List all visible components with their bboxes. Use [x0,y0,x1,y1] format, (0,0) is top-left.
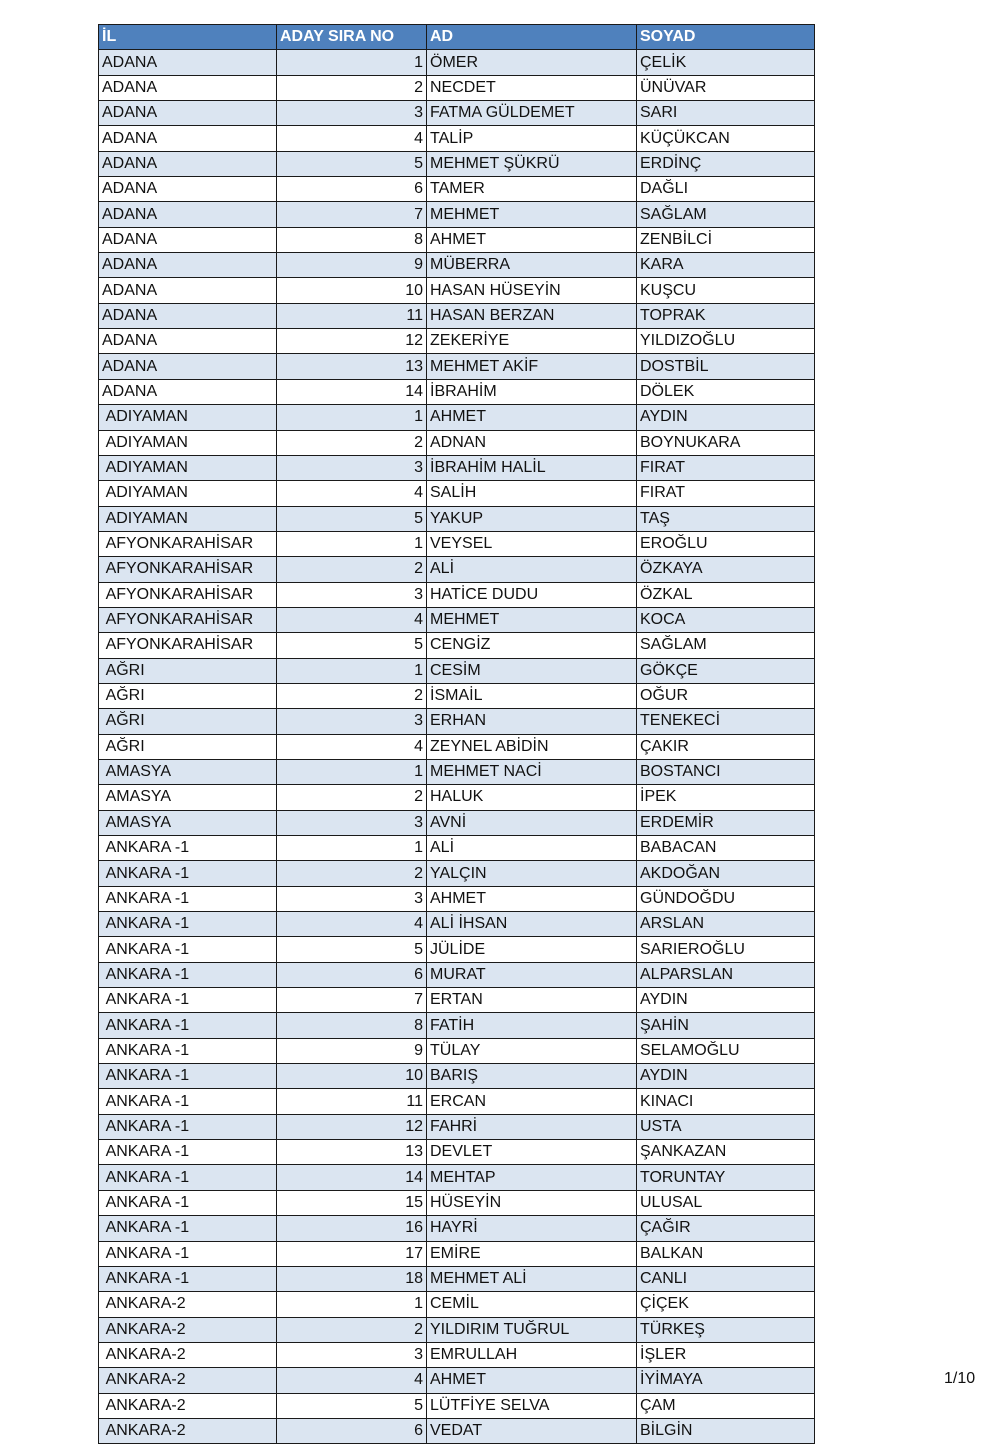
cell-aday-sira-no: 2 [277,557,427,582]
header-row [99,25,815,50]
cell-aday-sira-no: 2 [277,683,427,708]
cell-soyad: İYİMAYA [637,1368,815,1393]
cell-soyad: ALPARSLAN [637,962,815,987]
cell-ad: DEVLET [427,1140,637,1165]
cell-soyad: TAŞ [637,506,815,531]
cell-ad: TAMER [427,177,637,202]
cell-il: AMASYA [99,785,277,810]
cell-soyad: ARSLAN [637,912,815,937]
cell-aday-sira-no: 15 [277,1190,427,1215]
cell-aday-sira-no: 12 [277,329,427,354]
cell-soyad: TÜRKEŞ [637,1317,815,1342]
cell-aday-sira-no: 10 [277,278,427,303]
table-row [99,810,815,835]
cell-il: ADANA [99,75,277,100]
cell-soyad: GÖKÇE [637,658,815,683]
page-number: 1/10 [944,1370,976,1387]
cell-il: ADANA [99,303,277,328]
cell-aday-sira-no: 4 [277,607,427,632]
table-row [99,962,815,987]
cell-aday-sira-no: 3 [277,810,427,835]
table-row [99,531,815,556]
cell-aday-sira-no: 5 [277,151,427,176]
cell-ad: SALİH [427,481,637,506]
table-row [99,937,815,962]
cell-il: ANKARA -1 [99,1038,277,1063]
table-row [99,785,815,810]
cell-soyad: EROĞLU [637,531,815,556]
cell-soyad: KÜÇÜKCAN [637,126,815,151]
cell-soyad: BİLGİN [637,1418,815,1443]
column-header-ad: AD [427,25,637,50]
cell-il: AMASYA [99,759,277,784]
table-row [99,303,815,328]
cell-soyad: SARI [637,101,815,126]
candidate-table [98,24,815,1444]
cell-ad: HAYRİ [427,1216,637,1241]
cell-il: ADANA [99,50,277,75]
table-row [99,405,815,430]
cell-aday-sira-no: 11 [277,1089,427,1114]
cell-ad: ZEKERİYE [427,329,637,354]
cell-ad: MURAT [427,962,637,987]
cell-il: ANKARA -1 [99,912,277,937]
cell-soyad: BOYNUKARA [637,430,815,455]
cell-soyad: OĞUR [637,683,815,708]
cell-il: ADIYAMAN [99,506,277,531]
table-row [99,734,815,759]
cell-ad: JÜLİDE [427,937,637,962]
cell-aday-sira-no: 3 [277,101,427,126]
cell-soyad: SAĞLAM [637,202,815,227]
cell-soyad: FIRAT [637,455,815,480]
cell-il: ADANA [99,227,277,252]
table-row [99,683,815,708]
cell-ad: MEHMET [427,607,637,632]
table-row [99,253,815,278]
cell-il: AFYONKARAHİSAR [99,531,277,556]
cell-ad: AHMET [427,405,637,430]
cell-il: ADIYAMAN [99,455,277,480]
table-row [99,1089,815,1114]
cell-il: ANKARA-2 [99,1418,277,1443]
cell-aday-sira-no: 1 [277,405,427,430]
cell-soyad: FIRAT [637,481,815,506]
cell-soyad: GÜNDOĞDU [637,886,815,911]
cell-soyad: ŞANKAZAN [637,1140,815,1165]
cell-aday-sira-no: 4 [277,912,427,937]
cell-ad: ERCAN [427,1089,637,1114]
cell-soyad: KOCA [637,607,815,632]
table-row [99,709,815,734]
cell-soyad: KARA [637,253,815,278]
cell-aday-sira-no: 4 [277,126,427,151]
cell-ad: ZEYNEL ABİDİN [427,734,637,759]
cell-il: ADIYAMAN [99,405,277,430]
cell-soyad: BOSTANCI [637,759,815,784]
cell-ad: TÜLAY [427,1038,637,1063]
cell-soyad: ÇAĞIR [637,1216,815,1241]
table-row [99,1342,815,1367]
cell-aday-sira-no: 4 [277,1368,427,1393]
cell-soyad: ŞAHİN [637,1013,815,1038]
cell-aday-sira-no: 12 [277,1114,427,1139]
table-row [99,1292,815,1317]
cell-il: ADANA [99,379,277,404]
cell-soyad: ÇELİK [637,50,815,75]
cell-il: ADIYAMAN [99,481,277,506]
cell-ad: VEDAT [427,1418,637,1443]
cell-soyad: TORUNTAY [637,1165,815,1190]
cell-aday-sira-no: 4 [277,481,427,506]
cell-il: ADANA [99,126,277,151]
cell-aday-sira-no: 13 [277,1140,427,1165]
cell-soyad: BALKAN [637,1241,815,1266]
table-row [99,455,815,480]
cell-il: ANKARA-2 [99,1317,277,1342]
cell-ad: MEHMET ALİ [427,1266,637,1291]
cell-soyad: ÇİÇEK [637,1292,815,1317]
cell-ad: ADNAN [427,430,637,455]
cell-soyad: TOPRAK [637,303,815,328]
cell-il: AFYONKARAHİSAR [99,607,277,632]
cell-il: ADANA [99,354,277,379]
table-row [99,912,815,937]
table-row [99,379,815,404]
cell-aday-sira-no: 14 [277,379,427,404]
cell-il: ADANA [99,177,277,202]
table-row [99,354,815,379]
cell-il: ADANA [99,101,277,126]
cell-soyad: ERDEMİR [637,810,815,835]
cell-il: ADANA [99,253,277,278]
cell-soyad: ÇAM [637,1393,815,1418]
cell-soyad: DAĞLI [637,177,815,202]
cell-ad: İSMAİL [427,683,637,708]
cell-aday-sira-no: 17 [277,1241,427,1266]
cell-soyad: BABACAN [637,836,815,861]
table-row [99,1393,815,1418]
column-header-soyad: SOYAD [637,25,815,50]
cell-soyad: YILDIZOĞLU [637,329,815,354]
cell-aday-sira-no: 5 [277,633,427,658]
cell-ad: MEHTAP [427,1165,637,1190]
cell-soyad: DOSTBİL [637,354,815,379]
cell-ad: ALİ [427,557,637,582]
cell-il: AFYONKARAHİSAR [99,582,277,607]
cell-ad: İBRAHİM HALİL [427,455,637,480]
cell-il: ANKARA -1 [99,836,277,861]
table-row [99,633,815,658]
cell-ad: ERHAN [427,709,637,734]
table-row [99,202,815,227]
cell-aday-sira-no: 6 [277,1418,427,1443]
cell-il: ANKARA -1 [99,861,277,886]
cell-ad: AHMET [427,886,637,911]
cell-aday-sira-no: 1 [277,836,427,861]
cell-il: ANKARA -1 [99,1241,277,1266]
table-row [99,988,815,1013]
cell-soyad: AKDOĞAN [637,861,815,886]
cell-ad: HASAN HÜSEYİN [427,278,637,303]
cell-soyad: DÖLEK [637,379,815,404]
table-row [99,658,815,683]
cell-il: ANKARA-2 [99,1342,277,1367]
cell-ad: MEHMET AKİF [427,354,637,379]
cell-soyad: ERDİNÇ [637,151,815,176]
table-row [99,861,815,886]
table-row [99,836,815,861]
table-row [99,278,815,303]
cell-aday-sira-no: 1 [277,50,427,75]
cell-ad: LÜTFİYE SELVA [427,1393,637,1418]
table-row [99,1190,815,1215]
cell-ad: TALİP [427,126,637,151]
cell-ad: MÜBERRA [427,253,637,278]
table-row [99,607,815,632]
cell-ad: MEHMET ŞÜKRÜ [427,151,637,176]
cell-ad: ALİ İHSAN [427,912,637,937]
cell-il: ANKARA -1 [99,1266,277,1291]
cell-soyad: ZENBİLCİ [637,227,815,252]
cell-ad: FATMA GÜLDEMET [427,101,637,126]
cell-soyad: SARIEROĞLU [637,937,815,962]
cell-soyad: ULUSAL [637,1190,815,1215]
cell-il: ANKARA-2 [99,1368,277,1393]
table-row [99,75,815,100]
cell-soyad: ÖZKAYA [637,557,815,582]
cell-aday-sira-no: 2 [277,430,427,455]
cell-aday-sira-no: 2 [277,785,427,810]
cell-soyad: İŞLER [637,1342,815,1367]
cell-soyad: AYDIN [637,988,815,1013]
cell-soyad: ÖZKAL [637,582,815,607]
cell-il: ANKARA -1 [99,937,277,962]
cell-aday-sira-no: 18 [277,1266,427,1291]
table-row [99,759,815,784]
cell-soyad: USTA [637,1114,815,1139]
cell-soyad: KINACI [637,1089,815,1114]
cell-aday-sira-no: 5 [277,1393,427,1418]
cell-il: ANKARA -1 [99,1089,277,1114]
cell-ad: HASAN BERZAN [427,303,637,328]
cell-il: ANKARA -1 [99,1013,277,1038]
cell-il: AĞRI [99,658,277,683]
cell-il: ANKARA -1 [99,1216,277,1241]
cell-ad: YILDIRIM TUĞRUL [427,1317,637,1342]
cell-aday-sira-no: 10 [277,1064,427,1089]
cell-ad: HÜSEYİN [427,1190,637,1215]
cell-il: ANKARA-2 [99,1393,277,1418]
cell-ad: YALÇIN [427,861,637,886]
table-row [99,1013,815,1038]
table-row [99,50,815,75]
cell-aday-sira-no: 11 [277,303,427,328]
column-header-aday-sira-no: ADAY SIRA NO [277,25,427,50]
cell-aday-sira-no: 6 [277,962,427,987]
cell-ad: NECDET [427,75,637,100]
cell-aday-sira-no: 3 [277,1342,427,1367]
table-row [99,329,815,354]
cell-il: ANKARA -1 [99,988,277,1013]
cell-soyad: SELAMOĞLU [637,1038,815,1063]
table-row [99,557,815,582]
cell-aday-sira-no: 9 [277,1038,427,1063]
cell-soyad: SAĞLAM [637,633,815,658]
cell-ad: ERTAN [427,988,637,1013]
cell-soyad: KUŞCU [637,278,815,303]
cell-ad: İBRAHİM [427,379,637,404]
cell-ad: EMRULLAH [427,1342,637,1367]
cell-aday-sira-no: 1 [277,1292,427,1317]
cell-soyad: İPEK [637,785,815,810]
cell-soyad: ÇAKIR [637,734,815,759]
table-row [99,1368,815,1393]
cell-ad: AHMET [427,1368,637,1393]
cell-ad: BARIŞ [427,1064,637,1089]
cell-soyad: AYDIN [637,1064,815,1089]
cell-aday-sira-no: 5 [277,506,427,531]
table-body [99,50,815,1444]
cell-aday-sira-no: 1 [277,658,427,683]
table-row [99,1266,815,1291]
table-row [99,151,815,176]
cell-il: ANKARA -1 [99,1190,277,1215]
cell-aday-sira-no: 8 [277,1013,427,1038]
table-row [99,126,815,151]
cell-il: ANKARA -1 [99,1114,277,1139]
cell-ad: FAHRİ [427,1114,637,1139]
cell-il: AFYONKARAHİSAR [99,557,277,582]
cell-aday-sira-no: 7 [277,202,427,227]
cell-aday-sira-no: 3 [277,709,427,734]
cell-aday-sira-no: 1 [277,531,427,556]
table-row [99,481,815,506]
table-row [99,1140,815,1165]
table-row [99,1418,815,1443]
cell-il: ANKARA -1 [99,1140,277,1165]
cell-il: ADANA [99,278,277,303]
cell-il: AFYONKARAHİSAR [99,633,277,658]
cell-il: ANKARA-2 [99,1292,277,1317]
cell-il: AMASYA [99,810,277,835]
table-row [99,582,815,607]
table-row [99,1241,815,1266]
cell-aday-sira-no: 5 [277,937,427,962]
table-row [99,101,815,126]
table-row [99,1165,815,1190]
cell-il: ANKARA -1 [99,1064,277,1089]
cell-il: ANKARA -1 [99,962,277,987]
cell-aday-sira-no: 3 [277,886,427,911]
cell-il: AĞRI [99,683,277,708]
cell-ad: AHMET [427,227,637,252]
table-row [99,506,815,531]
table-row [99,1038,815,1063]
cell-aday-sira-no: 2 [277,1317,427,1342]
cell-aday-sira-no: 4 [277,734,427,759]
cell-aday-sira-no: 14 [277,1165,427,1190]
cell-ad: YAKUP [427,506,637,531]
cell-il: AĞRI [99,734,277,759]
cell-ad: HALUK [427,785,637,810]
table-row [99,1114,815,1139]
cell-ad: HATİCE DUDU [427,582,637,607]
cell-soyad: TENEKECİ [637,709,815,734]
cell-il: ANKARA -1 [99,886,277,911]
cell-soyad: ÜNÜVAR [637,75,815,100]
table-row [99,1317,815,1342]
cell-il: AĞRI [99,709,277,734]
cell-aday-sira-no: 2 [277,75,427,100]
table-row [99,1216,815,1241]
cell-aday-sira-no: 9 [277,253,427,278]
cell-il: ADANA [99,151,277,176]
cell-il: ADIYAMAN [99,430,277,455]
cell-aday-sira-no: 2 [277,861,427,886]
cell-il: ADANA [99,329,277,354]
cell-soyad: CANLI [637,1266,815,1291]
cell-il: ADANA [99,202,277,227]
cell-ad: MEHMET NACİ [427,759,637,784]
table-row [99,886,815,911]
cell-ad: CEMİL [427,1292,637,1317]
cell-ad: EMİRE [427,1241,637,1266]
cell-ad: ALİ [427,836,637,861]
cell-aday-sira-no: 3 [277,455,427,480]
cell-aday-sira-no: 6 [277,177,427,202]
cell-aday-sira-no: 13 [277,354,427,379]
column-header-il: İL [99,25,277,50]
table-row [99,430,815,455]
cell-aday-sira-no: 8 [277,227,427,252]
cell-ad: MEHMET [427,202,637,227]
cell-aday-sira-no: 7 [277,988,427,1013]
table-row [99,177,815,202]
table-row [99,1064,815,1089]
cell-ad: AVNİ [427,810,637,835]
cell-ad: FATİH [427,1013,637,1038]
cell-soyad: AYDIN [637,405,815,430]
table-row [99,227,815,252]
cell-aday-sira-no: 3 [277,582,427,607]
cell-ad: CENGİZ [427,633,637,658]
cell-ad: VEYSEL [427,531,637,556]
cell-ad: CESİM [427,658,637,683]
cell-aday-sira-no: 1 [277,759,427,784]
cell-il: ANKARA -1 [99,1165,277,1190]
cell-ad: ÖMER [427,50,637,75]
cell-aday-sira-no: 16 [277,1216,427,1241]
